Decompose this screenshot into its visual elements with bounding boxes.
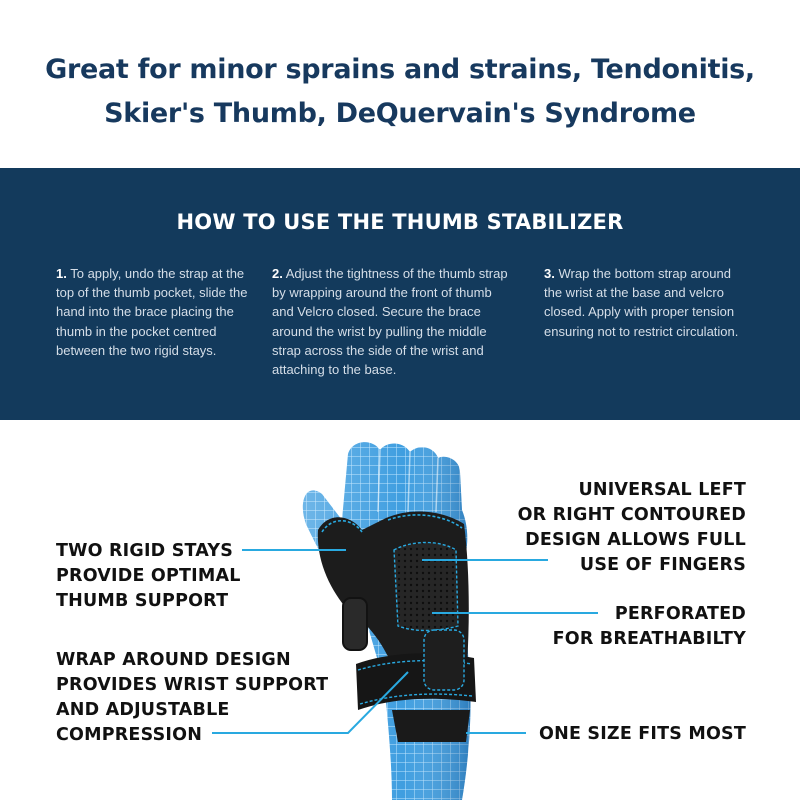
step-number: 2.: [272, 266, 283, 281]
feature-wrap-line-3: AND ADJUSTABLE: [56, 700, 230, 720]
instruction-step-2: [272, 264, 516, 379]
headline: [0, 48, 800, 136]
feature-perforated-line-2: FOR BREATHABILTY: [552, 629, 746, 649]
instructions-title: HOW TO USE THE THUMB STABILIZER: [176, 210, 624, 234]
product-feature-section: [0, 420, 800, 800]
feature-rigid-stays: [56, 539, 276, 614]
step-text: Adjust the tightness of the thumb strap by wrapping around the front of thumb and Velcro closed. Secure the brace around the wrist by pulling the middle strap across the side of the wrist and attaching to the base.: [272, 266, 508, 378]
feature-perforated: [526, 602, 746, 652]
step-number: 3.: [544, 266, 555, 281]
feature-wrap-line-1: WRAP AROUND DESIGN: [56, 650, 291, 670]
feature-universal: [486, 478, 746, 578]
feature-stays-line-3: THUMB SUPPORT: [56, 591, 229, 611]
feature-size-line-1: ONE SIZE FITS MOST: [539, 724, 746, 744]
feature-perforated-line-1: PERFORATED: [614, 604, 746, 624]
headline-line-2: Skier's Thumb, DeQuervain's Syndrome: [104, 98, 696, 129]
feature-universal-line-4: USE OF FINGERS: [579, 555, 746, 575]
headline-line-1: Great for minor sprains and strains, Tendonitis,: [45, 54, 755, 85]
instruction-step-3: [544, 264, 744, 341]
instructions-panel: [0, 168, 800, 420]
step-text: To apply, undo the strap at the top of the thumb pocket, slide the hand into the brace placing the thumb in the pocket centred between the two rigid stays.: [56, 266, 248, 358]
feature-universal-line-3: DESIGN ALLOWS FULL: [525, 530, 746, 550]
feature-stays-line-2: PROVIDE OPTIMAL: [56, 566, 241, 586]
feature-wrap-around: [56, 648, 346, 748]
feature-stays-line-1: TWO RIGID STAYS: [56, 541, 234, 561]
feature-wrap-line-2: PROVIDES WRIST SUPPORT: [56, 675, 329, 695]
feature-universal-line-2: OR RIGHT CONTOURED: [517, 505, 746, 525]
step-number: 1.: [56, 266, 67, 281]
feature-universal-line-1: UNIVERSAL LEFT: [578, 480, 746, 500]
step-text: Wrap the bottom strap around the wrist at the base and velcro closed. Apply with proper tension ensuring not to restrict circulation.: [544, 266, 739, 339]
instruction-step-1: [56, 264, 248, 360]
feature-wrap-line-4: COMPRESSION: [56, 725, 203, 745]
feature-one-size: [526, 722, 746, 747]
